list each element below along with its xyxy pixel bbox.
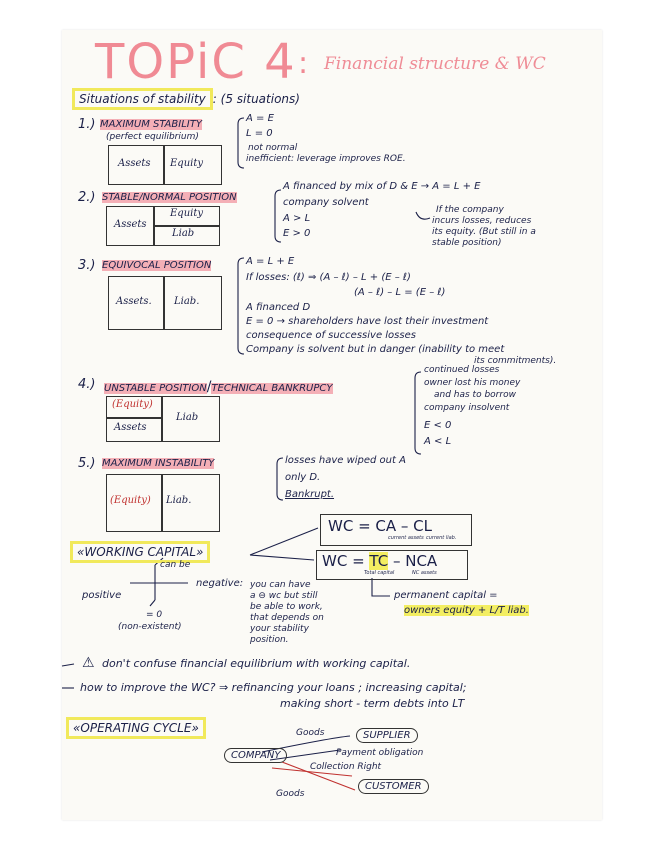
brace-4 xyxy=(415,372,421,454)
cycle-goods-1: Goods xyxy=(296,728,325,738)
cycle-customer: CUSTOMER xyxy=(358,779,429,794)
s5-title: MAXIMUM INSTABILITY xyxy=(102,458,215,469)
stability-header-text: Situations of stability xyxy=(72,88,213,110)
wc-permanent: permanent capital = xyxy=(394,590,498,601)
s4-cell-liab: Liab xyxy=(176,412,199,423)
wc-formula-2: WC = TC – NCA xyxy=(322,552,438,570)
s4-note-1: continued losses xyxy=(424,365,500,375)
s2-cell-equity: Equity xyxy=(170,208,204,219)
s1-title: MAXIMUM STABILITY xyxy=(100,119,202,130)
page-title: TOPiC 4 xyxy=(95,34,297,90)
s1-cell-assets: Assets xyxy=(118,158,151,169)
s4-number: 4.) xyxy=(78,377,96,392)
s2-note-3: A > L xyxy=(283,213,311,224)
wc-header: «WORKING CAPITAL» xyxy=(70,545,210,559)
s2-aside-4: stable position) xyxy=(432,238,502,248)
s3-note-5: E = 0 → shareholders have lost their investment xyxy=(246,316,489,327)
wc-formula-1-sub-2: current liab. xyxy=(426,535,457,541)
wc-zero-sub: (non-existent) xyxy=(118,622,182,632)
wc-arrow-1 xyxy=(250,528,318,555)
s3-note-7: Company is solvent but in danger (inability to meet xyxy=(246,344,505,355)
s4-note-2: owner lost his money xyxy=(424,378,521,388)
brace-2 xyxy=(275,190,281,242)
note-2: how to improve the WC? ⇒ refinancing your loans ; increasing capital; xyxy=(80,681,467,694)
wc-neg-note-2: a ⊖ wc but still xyxy=(250,591,318,601)
s3-note-4: A financed D xyxy=(246,302,311,313)
s3-note-1: A = L + E xyxy=(246,256,295,267)
wc-formula-1: WC = CA – CL xyxy=(328,517,433,535)
s1-number: 1.) xyxy=(78,117,96,132)
warning-icon: ⚠ xyxy=(82,655,95,671)
s4-cell-assets: Assets xyxy=(114,422,147,433)
cycle-header: «OPERATING CYCLE» xyxy=(66,721,206,735)
s4-note-3: and has to borrow xyxy=(434,390,516,400)
s5-note-1: losses have wiped out A xyxy=(285,455,406,466)
stability-header xyxy=(72,92,300,106)
s2-cell-assets: Assets xyxy=(114,219,147,230)
s3-cell-assets: Assets. xyxy=(116,296,152,307)
brace-5 xyxy=(277,458,283,500)
brace-1 xyxy=(238,118,244,168)
wc-formula-2-sub-2: NC assets xyxy=(412,570,437,576)
cycle-company: COMPANY xyxy=(224,748,287,763)
s4-note-5: E < 0 xyxy=(424,420,452,431)
wc-can-be: can be xyxy=(160,560,191,570)
cycle-payment: Payment obligation xyxy=(336,748,424,758)
s5-note-2: only D. xyxy=(285,472,321,483)
note-1: don't confuse financial equilibrium with working capital. xyxy=(102,657,411,670)
aside-arrow xyxy=(416,212,430,219)
s2-cell-liab: Liab xyxy=(172,228,195,239)
s2-aside-3: its equity. (But still in a xyxy=(432,227,536,237)
s1-note-3: not normal xyxy=(248,143,298,153)
s2-title: STABLE/NORMAL POSITION xyxy=(102,192,237,203)
cycle-supplier: SUPPLIER xyxy=(356,728,418,743)
page-subtitle: Financial structure & WC xyxy=(324,54,546,74)
wc-neg-note-6: position. xyxy=(250,635,289,645)
permanent-arrow xyxy=(372,578,390,596)
s1-note-1: A = E xyxy=(246,113,274,124)
s3-note-6: consequence of successive losses xyxy=(246,330,416,341)
s3-number: 3.) xyxy=(78,258,96,273)
wc-zero: = 0 xyxy=(146,610,163,620)
s4-cell-equity: (Equity) xyxy=(112,399,153,410)
wc-permanent-2: owners equity + L/T liab. xyxy=(404,605,529,616)
s3-cell-liab: Liab. xyxy=(174,296,200,307)
s2-number: 2.) xyxy=(78,190,96,205)
s1-note-4: inefficient: leverage improves ROE. xyxy=(246,154,406,164)
cycle-collection: Collection Right xyxy=(310,762,382,772)
stability-header-suffix: : (5 situations) xyxy=(212,92,300,106)
s1-subtitle: (perfect equilibrium) xyxy=(106,132,199,142)
s5-note-3: Bankrupt. xyxy=(285,489,335,500)
note-2b: making short - term debts into LT xyxy=(280,697,465,710)
wc-arrow-2 xyxy=(250,555,314,560)
s2-note-4: E > 0 xyxy=(283,228,311,239)
wc-positive: positive xyxy=(82,590,122,601)
s3-note-8: its commitments). xyxy=(474,356,557,366)
wc-formula-1-sub-1: current assets xyxy=(388,535,424,541)
wc-formula-2-sub-1: Total capital xyxy=(364,570,395,576)
s2-note-2: company solvent xyxy=(283,197,369,208)
cycle-goods-2: Goods xyxy=(276,789,305,799)
wc-neg-note-3: be able to work, xyxy=(250,602,323,612)
s4-note-4: company insolvent xyxy=(424,403,510,413)
wc-neg-note-5: your stability xyxy=(250,624,309,634)
s4-note-6: A < L xyxy=(424,436,452,447)
wc-neg-note-4: that depends on xyxy=(250,613,324,623)
s2-aside-1: If the company xyxy=(436,205,504,215)
s1-note-2: L = 0 xyxy=(246,128,273,139)
brace-3 xyxy=(238,258,244,354)
wc-neg-note-1: you can have xyxy=(250,580,311,590)
s3-title: EQUIVOCAL POSITION xyxy=(102,260,212,271)
s5-number: 5.) xyxy=(78,456,96,471)
s5-cell-liab: Liab. xyxy=(166,495,192,506)
s2-aside-2: incurs losses, reduces xyxy=(432,216,532,226)
s3-note-2: If losses: (ℓ) ⇒ (A – ℓ) – L + (E – ℓ) xyxy=(246,272,411,283)
s1-cell-equity: Equity xyxy=(170,158,204,169)
s3-note-3: (A – ℓ) – L = (E – ℓ) xyxy=(354,287,446,298)
wc-negative: negative: xyxy=(196,578,244,589)
s2-note-1: A financed by mix of D & E → A = L + E xyxy=(283,181,481,192)
title-colon: : xyxy=(298,46,309,81)
s4-title: UNSTABLE POSITION/TECHNICAL BANKRUPCY xyxy=(104,379,333,395)
s5-cell-equity: (Equity) xyxy=(110,495,151,506)
